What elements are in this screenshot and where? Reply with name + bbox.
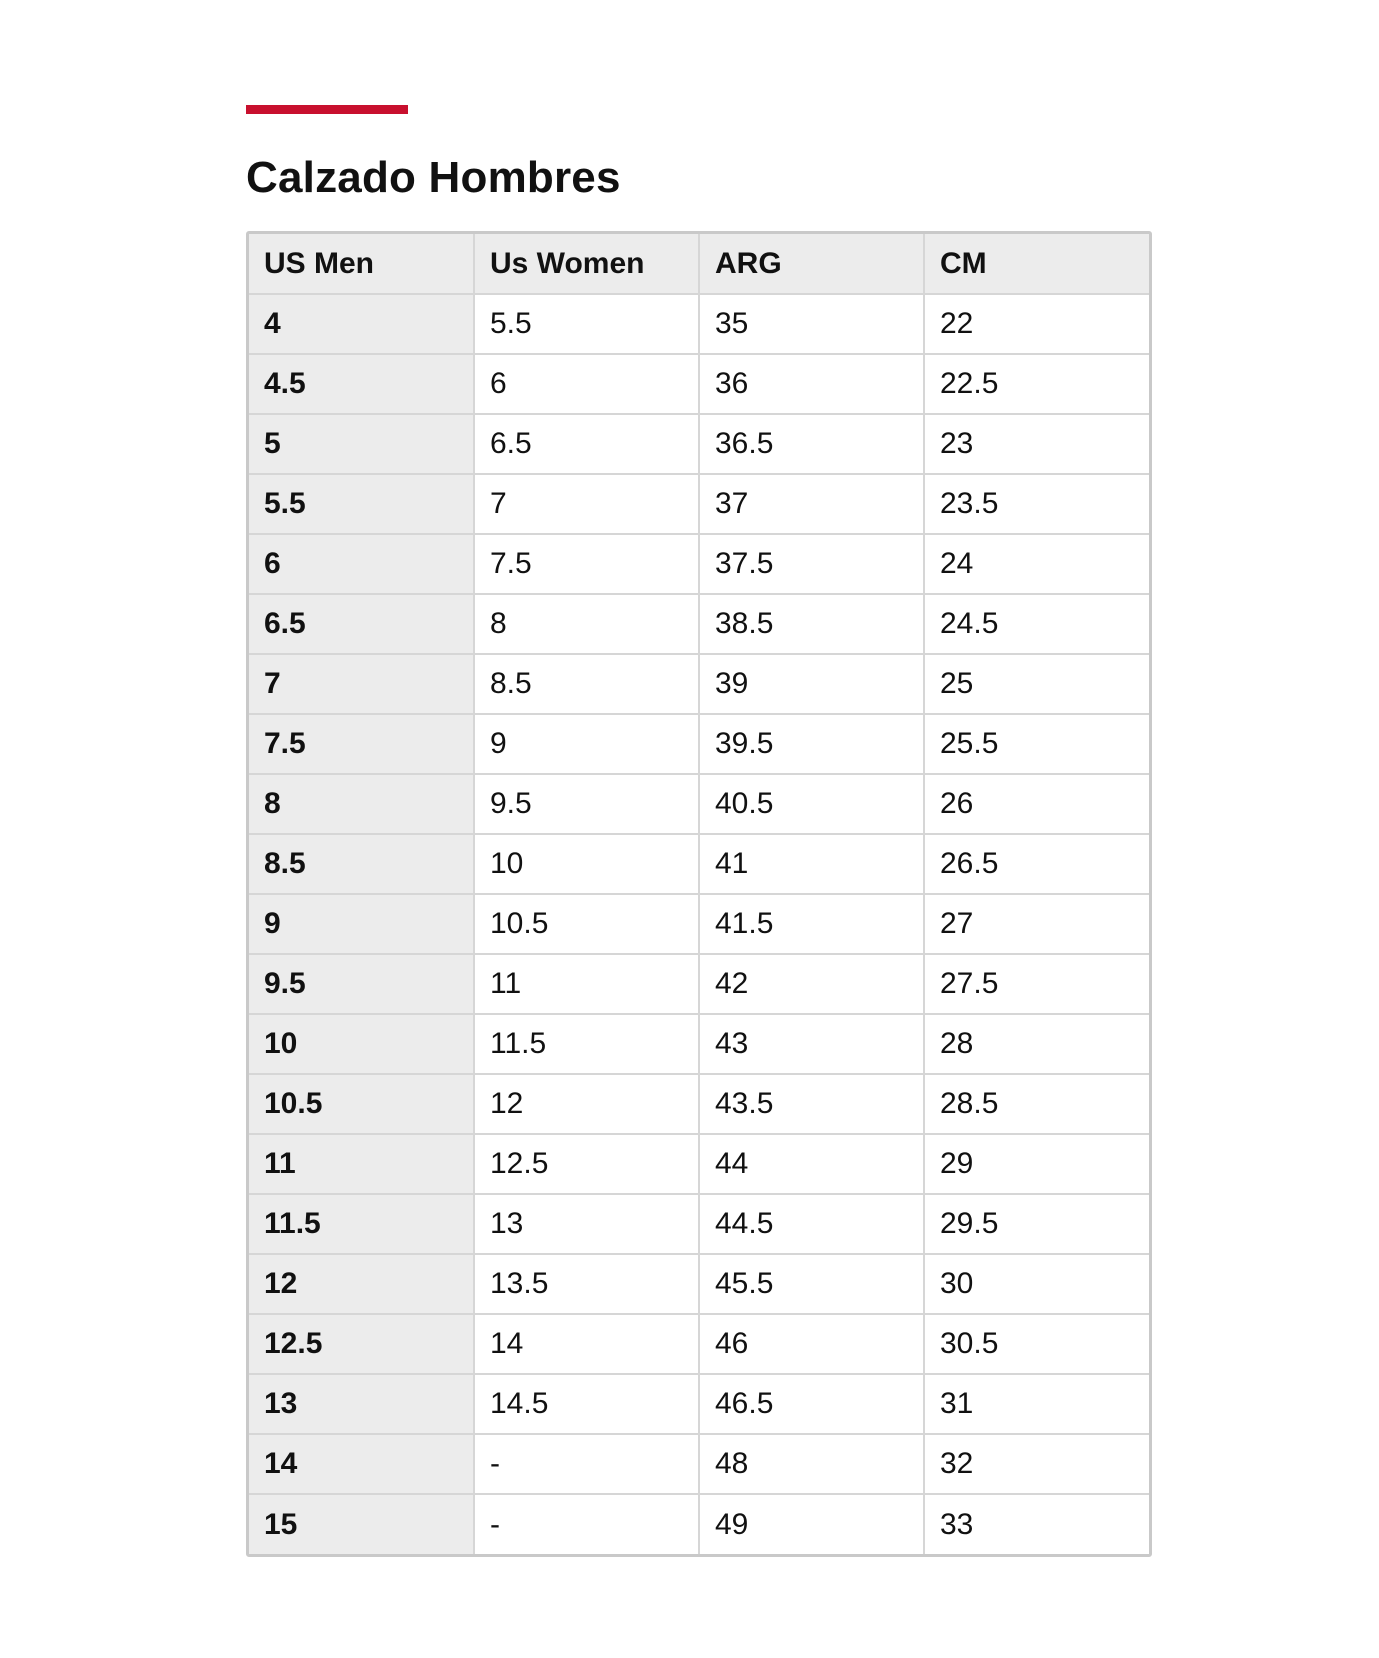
us-women-cell: 10 xyxy=(474,834,699,894)
page-title: Calzado Hombres xyxy=(246,153,621,202)
arg-cell: 43.5 xyxy=(699,1074,924,1134)
us-women-cell: - xyxy=(474,1494,699,1554)
cm-cell: 27 xyxy=(924,894,1149,954)
arg-cell: 45.5 xyxy=(699,1254,924,1314)
arg-cell: 39.5 xyxy=(699,714,924,774)
cm-cell: 26.5 xyxy=(924,834,1149,894)
us-women-cell: 8 xyxy=(474,594,699,654)
us-women-cell: 11 xyxy=(474,954,699,1014)
us-men-cell: 4 xyxy=(249,294,474,354)
table-row xyxy=(249,294,1149,354)
arg-cell: 44.5 xyxy=(699,1194,924,1254)
us-women-cell: 12 xyxy=(474,1074,699,1134)
us-women-cell: 13.5 xyxy=(474,1254,699,1314)
arg-cell: 37 xyxy=(699,474,924,534)
us-women-cell: 12.5 xyxy=(474,1134,699,1194)
us-women-cell: 6.5 xyxy=(474,414,699,474)
us-men-cell: 5 xyxy=(249,414,474,474)
cm-cell: 24 xyxy=(924,534,1149,594)
us-men-cell: 8.5 xyxy=(249,834,474,894)
cm-cell: 24.5 xyxy=(924,594,1149,654)
us-men-cell: 7 xyxy=(249,654,474,714)
us-men-cell: 12 xyxy=(249,1254,474,1314)
arg-cell: 39 xyxy=(699,654,924,714)
cm-cell: 31 xyxy=(924,1374,1149,1434)
table-row xyxy=(249,1254,1149,1314)
table-row xyxy=(249,534,1149,594)
cm-cell: 22.5 xyxy=(924,354,1149,414)
us-women-cell: 13 xyxy=(474,1194,699,1254)
us-women-cell: 11.5 xyxy=(474,1014,699,1074)
us-women-cell: 6 xyxy=(474,354,699,414)
us-men-cell: 9 xyxy=(249,894,474,954)
us-men-cell: 7.5 xyxy=(249,714,474,774)
table-row xyxy=(249,1134,1149,1194)
us-men-cell: 5.5 xyxy=(249,474,474,534)
us-women-cell: 8.5 xyxy=(474,654,699,714)
size-chart-table xyxy=(249,234,1149,1554)
arg-cell: 36 xyxy=(699,354,924,414)
us-men-cell: 12.5 xyxy=(249,1314,474,1374)
table-row xyxy=(249,1314,1149,1374)
cm-cell: 32 xyxy=(924,1434,1149,1494)
arg-cell: 49 xyxy=(699,1494,924,1554)
table-row xyxy=(249,1374,1149,1434)
table-row xyxy=(249,894,1149,954)
cm-cell: 27.5 xyxy=(924,954,1149,1014)
arg-cell: 44 xyxy=(699,1134,924,1194)
header-row xyxy=(249,234,1149,294)
table-row xyxy=(249,1434,1149,1494)
arg-cell: 35 xyxy=(699,294,924,354)
cm-cell: 29.5 xyxy=(924,1194,1149,1254)
us-women-cell: 9.5 xyxy=(474,774,699,834)
header-us-men: US Men xyxy=(249,234,474,294)
us-men-cell: 4.5 xyxy=(249,354,474,414)
table-row xyxy=(249,414,1149,474)
arg-cell: 41.5 xyxy=(699,894,924,954)
table-row xyxy=(249,354,1149,414)
arg-cell: 46.5 xyxy=(699,1374,924,1434)
arg-cell: 46 xyxy=(699,1314,924,1374)
cm-cell: 28 xyxy=(924,1014,1149,1074)
us-women-cell: 7.5 xyxy=(474,534,699,594)
arg-cell: 36.5 xyxy=(699,414,924,474)
us-men-cell: 13 xyxy=(249,1374,474,1434)
arg-cell: 38.5 xyxy=(699,594,924,654)
us-men-cell: 11 xyxy=(249,1134,474,1194)
header-us-women: Us Women xyxy=(474,234,699,294)
table-header xyxy=(249,234,1149,294)
table-row xyxy=(249,654,1149,714)
table-body xyxy=(249,294,1149,1554)
us-women-cell: 10.5 xyxy=(474,894,699,954)
cm-cell: 25 xyxy=(924,654,1149,714)
header-arg: ARG xyxy=(699,234,924,294)
us-men-cell: 8 xyxy=(249,774,474,834)
table-row xyxy=(249,1194,1149,1254)
cm-cell: 33 xyxy=(924,1494,1149,1554)
us-men-cell: 9.5 xyxy=(249,954,474,1014)
table-row xyxy=(249,954,1149,1014)
table-row xyxy=(249,714,1149,774)
arg-cell: 37.5 xyxy=(699,534,924,594)
cm-cell: 22 xyxy=(924,294,1149,354)
table-row xyxy=(249,834,1149,894)
cm-cell: 30 xyxy=(924,1254,1149,1314)
title-accent-bar xyxy=(246,105,408,114)
arg-cell: 41 xyxy=(699,834,924,894)
us-men-cell: 14 xyxy=(249,1434,474,1494)
us-women-cell: 7 xyxy=(474,474,699,534)
cm-cell: 25.5 xyxy=(924,714,1149,774)
arg-cell: 48 xyxy=(699,1434,924,1494)
table-row xyxy=(249,1074,1149,1134)
us-men-cell: 10 xyxy=(249,1014,474,1074)
us-men-cell: 6 xyxy=(249,534,474,594)
header-cm: CM xyxy=(924,234,1149,294)
us-men-cell: 11.5 xyxy=(249,1194,474,1254)
us-women-cell: 9 xyxy=(474,714,699,774)
us-women-cell: 14 xyxy=(474,1314,699,1374)
table-row xyxy=(249,1494,1149,1554)
table-row xyxy=(249,594,1149,654)
cm-cell: 23 xyxy=(924,414,1149,474)
cm-cell: 28.5 xyxy=(924,1074,1149,1134)
arg-cell: 42 xyxy=(699,954,924,1014)
us-men-cell: 15 xyxy=(249,1494,474,1554)
us-women-cell: 14.5 xyxy=(474,1374,699,1434)
us-men-cell: 6.5 xyxy=(249,594,474,654)
table-row xyxy=(249,774,1149,834)
us-women-cell: - xyxy=(474,1434,699,1494)
arg-cell: 43 xyxy=(699,1014,924,1074)
table-row xyxy=(249,1014,1149,1074)
us-men-cell: 10.5 xyxy=(249,1074,474,1134)
cm-cell: 30.5 xyxy=(924,1314,1149,1374)
cm-cell: 26 xyxy=(924,774,1149,834)
cm-cell: 23.5 xyxy=(924,474,1149,534)
table-row xyxy=(249,474,1149,534)
arg-cell: 40.5 xyxy=(699,774,924,834)
cm-cell: 29 xyxy=(924,1134,1149,1194)
us-women-cell: 5.5 xyxy=(474,294,699,354)
size-chart-table-container xyxy=(246,231,1152,1557)
